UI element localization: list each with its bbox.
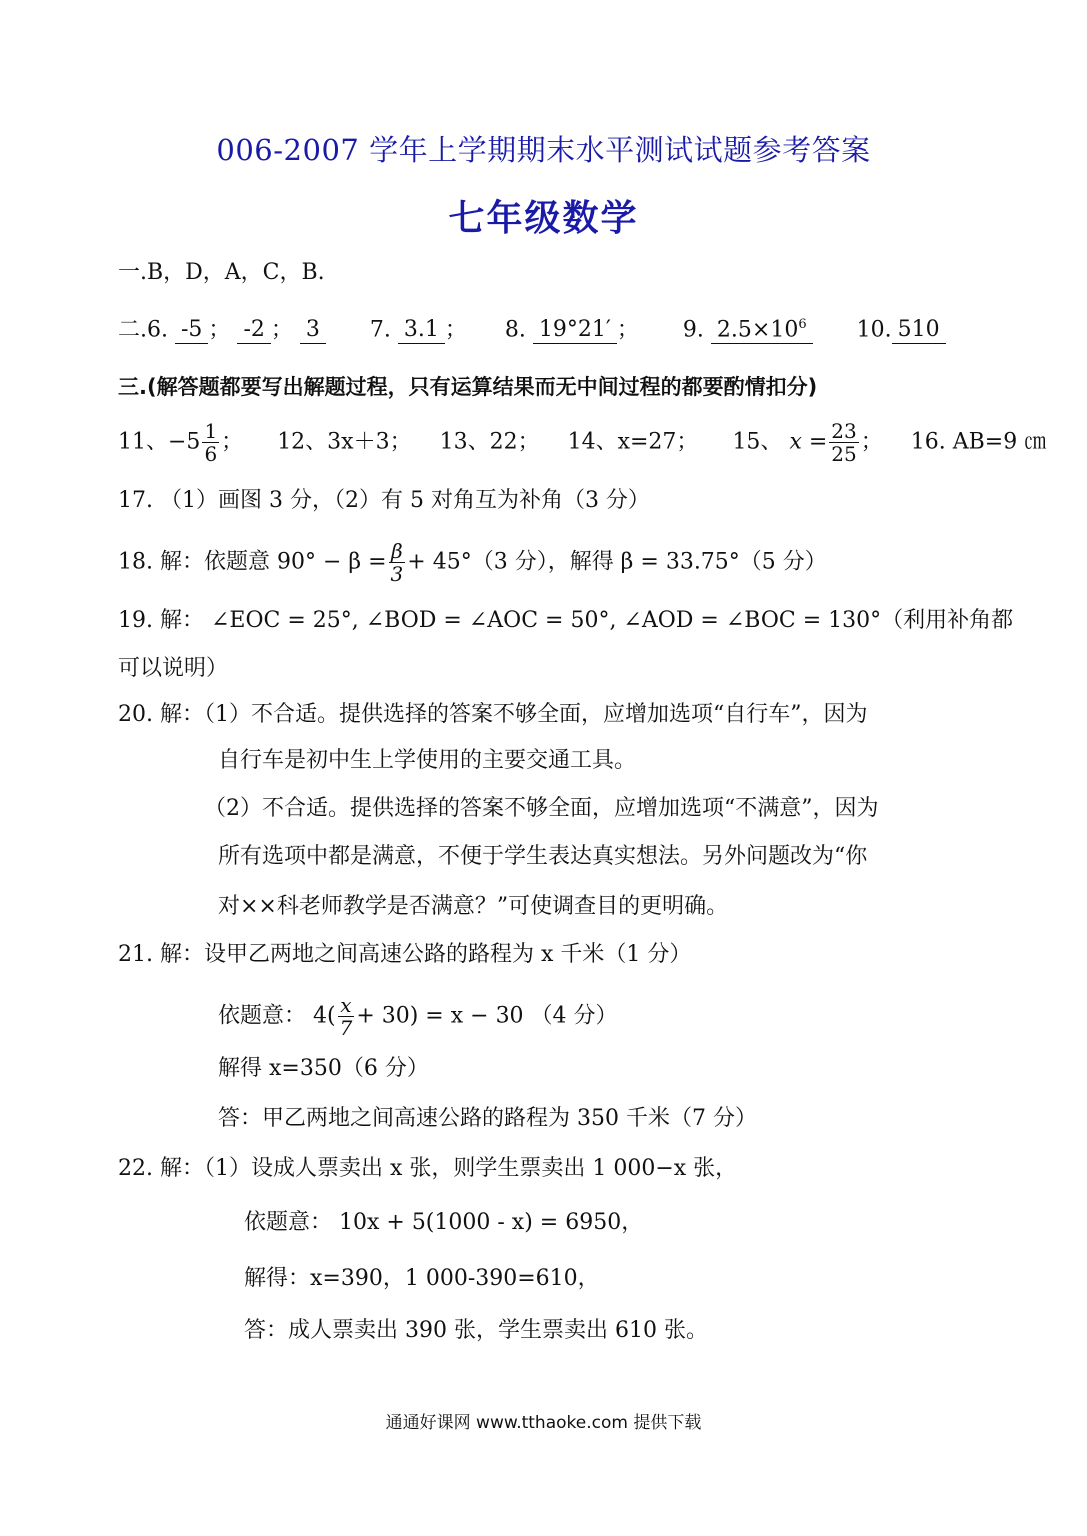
- q20-line3: （2）不合适。提供选择的答案不够全面，应增加选项“不满意”，因为: [204, 796, 879, 821]
- q18-fraction: [389, 540, 406, 585]
- question-10-label: 10.: [856, 317, 892, 343]
- q18-denominator: 3: [390, 562, 404, 586]
- q19-line1: 19. 解： ∠EOC = 25°, ∠BOD = ∠AOC = 50°, ∠AOD = ∠BOC = 130°（利用补角都: [118, 608, 1014, 633]
- answer-9: [711, 312, 813, 344]
- section-2-prefix: 二.6.: [118, 317, 168, 343]
- q18-pre: 18. 解：依题意 90° − β =: [118, 549, 387, 575]
- footer-credit: 通通好课网 www.tthaoke.com 提供下载: [385, 1413, 702, 1433]
- q20-line4: 所有选项中都是满意，不便于学生表达真实想法。另外问题改为“你: [218, 844, 868, 869]
- q21-eq-pre: 依题意： 4(: [218, 1003, 336, 1029]
- q11-fraction: [202, 420, 219, 465]
- q22-line3: 解得：x=390，1 000-390=610，: [244, 1266, 600, 1291]
- separator: ；: [208, 317, 231, 343]
- q21-line1: 21. 解：设甲乙两地之间高速公路的路程为 x 千米（1 分）: [118, 942, 692, 967]
- answers-11-16: [118, 420, 1046, 465]
- q21-eq-post: + 30) = x − 30 （4 分）: [356, 1003, 618, 1029]
- answer-6a: -5: [175, 317, 208, 344]
- answer-6b: -2: [237, 317, 270, 344]
- q12-answer: 12、3x＋3；: [277, 429, 412, 455]
- answer-10: 510: [892, 317, 946, 344]
- q22-line4: 答：成人票卖出 390 张，学生票卖出 610 张。: [244, 1318, 708, 1343]
- q21-fraction: [338, 994, 355, 1039]
- answer-8: 19°21′: [533, 317, 617, 344]
- q21-line3: 解得 x=350（6 分）: [218, 1056, 429, 1081]
- q15-fraction: [829, 420, 858, 465]
- q20-line2: 自行车是初中生上学使用的主要交通工具。: [218, 748, 637, 773]
- separator: ；: [616, 317, 639, 343]
- q11-whole: −5: [168, 429, 201, 455]
- q21-equation: [218, 994, 618, 1039]
- q21-line4: 答：甲乙两地之间高速公路的路程为 350 千米（7 分）: [218, 1106, 757, 1131]
- q22-line2: 依题意： 10x + 5(1000 - x) = 6950，: [244, 1210, 644, 1235]
- q15-numerator: 23: [831, 419, 857, 443]
- q17-answer: 17. （1）画图 3 分，（2）有 5 对角互为补角（3 分）: [118, 488, 650, 513]
- q15-denominator: 25: [831, 442, 857, 466]
- question-9-label: 9.: [682, 317, 704, 343]
- q20-line5: 对××科老师教学是否满意？”可使调查目的更明确。: [218, 894, 729, 919]
- document-subtitle: 七年级数学: [448, 198, 639, 239]
- q15-lhs: x =: [789, 429, 828, 455]
- answer-9-exponent: 6: [798, 317, 807, 332]
- q15-tail: ；: [860, 429, 883, 455]
- q18-numerator: β: [391, 539, 403, 563]
- q22-line1: 22. 解：（1）设成人票卖出 x 张，则学生票卖出 1 000−x 张，: [118, 1156, 738, 1181]
- q18-post: + 45°（3 分），解得 β = 33.75°（5 分）: [407, 549, 827, 575]
- section-2-answers: [118, 312, 946, 345]
- q11-tail: ；: [221, 429, 244, 455]
- separator: ；: [444, 317, 467, 343]
- q11-numerator: 1: [204, 419, 218, 443]
- q20-line1: 20. 解：（1）不合适。提供选择的答案不够全面，应增加选项“自行车”，因为: [118, 702, 868, 727]
- q21-numerator: x: [340, 993, 352, 1017]
- q16-answer: 16. AB=9 ㎝: [910, 429, 1047, 455]
- separator: ；: [270, 317, 293, 343]
- answer-9-base: 2.5×10: [716, 317, 799, 343]
- question-7-label: 7.: [369, 317, 391, 343]
- q14-answer: 14、x=27；: [567, 429, 699, 455]
- document-title: 006-2007 学年上学期期末水平测试试题参考答案: [216, 133, 871, 167]
- q13-answer: 13、22；: [439, 429, 540, 455]
- question-8-label: 8.: [504, 317, 526, 343]
- answer-7: 3.1: [398, 317, 445, 344]
- q19-line2: 可以说明）: [118, 656, 229, 681]
- q21-denominator: 7: [339, 1016, 353, 1040]
- q11-denominator: 6: [204, 442, 218, 466]
- section-1-answers: 一.B，D，A，C，B.: [118, 260, 325, 285]
- answer-6c: 3: [300, 317, 326, 344]
- q11-label: 11、: [118, 429, 168, 455]
- q18-answer: [118, 540, 827, 585]
- section-3-heading: 三.(解答题都要写出解题过程，只有运算结果而无中间过程的都要酌情扣分): [118, 375, 818, 399]
- q15-label: 15、: [732, 429, 783, 455]
